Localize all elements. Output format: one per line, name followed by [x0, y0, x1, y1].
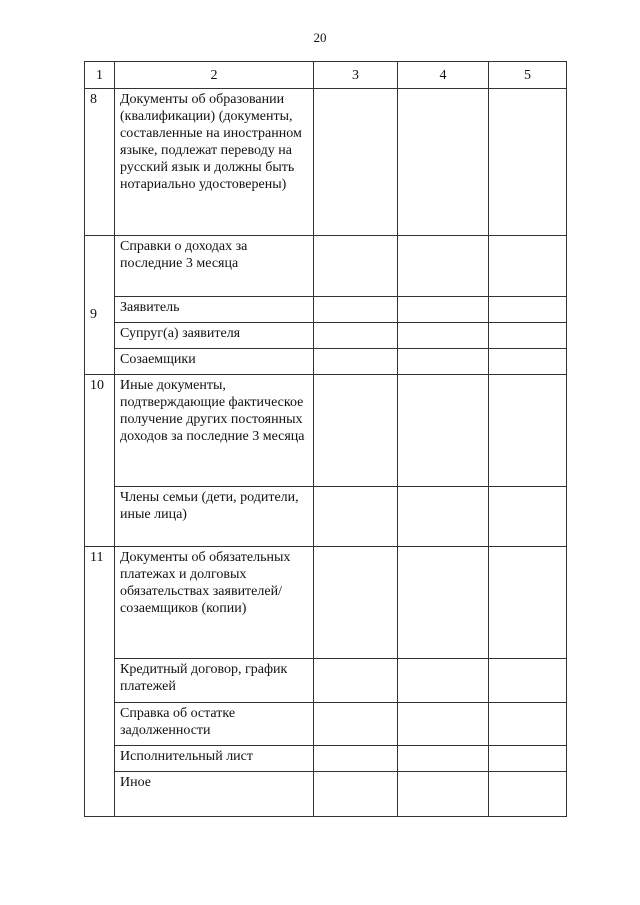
- row-description: Документы об образовании (квалификации) (документы, составленные на иностранном языке, подлежат переводу на русский язык и должны быть нотариально удостоверены): [115, 89, 314, 236]
- cell-col-5: [489, 746, 567, 772]
- cell-col-4: [398, 547, 489, 659]
- table-subrow: [85, 703, 567, 746]
- row-number: 11: [85, 547, 115, 817]
- header-col-4: 4: [398, 62, 489, 89]
- cell-col-4: [398, 487, 489, 547]
- cell-col-4: [398, 703, 489, 746]
- cell-col-5: [489, 375, 567, 487]
- cell-col-3: [314, 659, 398, 703]
- cell-col-3: [314, 547, 398, 659]
- cell-col-4: [398, 89, 489, 236]
- row-number: 10: [85, 375, 115, 547]
- table-header-row: [85, 62, 567, 89]
- row-description: Документы об обязательных платежах и долговых обязательствах заявителей/созаемщиков (копии): [115, 547, 314, 659]
- table-subrow: [85, 487, 567, 547]
- table-subrow: [85, 746, 567, 772]
- cell-col-4: [398, 746, 489, 772]
- table-row: [85, 236, 567, 297]
- cell-col-5: [489, 323, 567, 349]
- table-row: [85, 547, 567, 659]
- table-subrow: [85, 297, 567, 323]
- subrow-label: Заявитель: [115, 297, 314, 323]
- table-subrow: [85, 772, 567, 817]
- cell-col-3: [314, 703, 398, 746]
- table-subrow: [85, 323, 567, 349]
- table-subrow: [85, 659, 567, 703]
- cell-col-3: [314, 349, 398, 375]
- header-col-5: 5: [489, 62, 567, 89]
- subrow-label: Кредитный договор, график платежей: [115, 659, 314, 703]
- table-row: [85, 375, 567, 487]
- cell-col-3: [314, 89, 398, 236]
- header-col-2: 2: [115, 62, 314, 89]
- cell-col-4: [398, 236, 489, 297]
- cell-col-5: [489, 89, 567, 236]
- header-col-3: 3: [314, 62, 398, 89]
- row-description: Справки о доходах за последние 3 месяца: [115, 236, 314, 297]
- cell-col-4: [398, 323, 489, 349]
- row-number: 9: [85, 236, 115, 375]
- cell-col-5: [489, 703, 567, 746]
- cell-col-3: [314, 487, 398, 547]
- cell-col-5: [489, 772, 567, 817]
- cell-col-3: [314, 236, 398, 297]
- table-row: [85, 89, 567, 236]
- cell-col-5: [489, 547, 567, 659]
- subrow-label: Иное: [115, 772, 314, 817]
- header-col-1: 1: [85, 62, 115, 89]
- subrow-label: Супруг(а) заявителя: [115, 323, 314, 349]
- cell-col-3: [314, 746, 398, 772]
- page-number: 20: [313, 30, 327, 45]
- subrow-label: Созаемщики: [115, 349, 314, 375]
- cell-col-4: [398, 772, 489, 817]
- subrow-label: Члены семьи (дети, родители, иные лица): [115, 487, 314, 547]
- cell-col-4: [398, 349, 489, 375]
- cell-col-3: [314, 323, 398, 349]
- cell-col-4: [398, 297, 489, 323]
- cell-col-5: [489, 487, 567, 547]
- cell-col-4: [398, 375, 489, 487]
- row-number: 8: [85, 89, 115, 236]
- cell-col-3: [314, 297, 398, 323]
- subrow-label: Справка об остатке задолженности: [115, 703, 314, 746]
- documents-table: [84, 61, 567, 817]
- cell-col-5: [489, 349, 567, 375]
- cell-col-3: [314, 375, 398, 487]
- table-subrow: [85, 349, 567, 375]
- row-description: Иные документы, подтверждающие фактическое получение других постоянных доходов за последние 3 месяца: [115, 375, 314, 487]
- cell-col-5: [489, 297, 567, 323]
- subrow-label: Исполнительный лист: [115, 746, 314, 772]
- cell-col-5: [489, 659, 567, 703]
- cell-col-3: [314, 772, 398, 817]
- cell-col-5: [489, 236, 567, 297]
- cell-col-4: [398, 659, 489, 703]
